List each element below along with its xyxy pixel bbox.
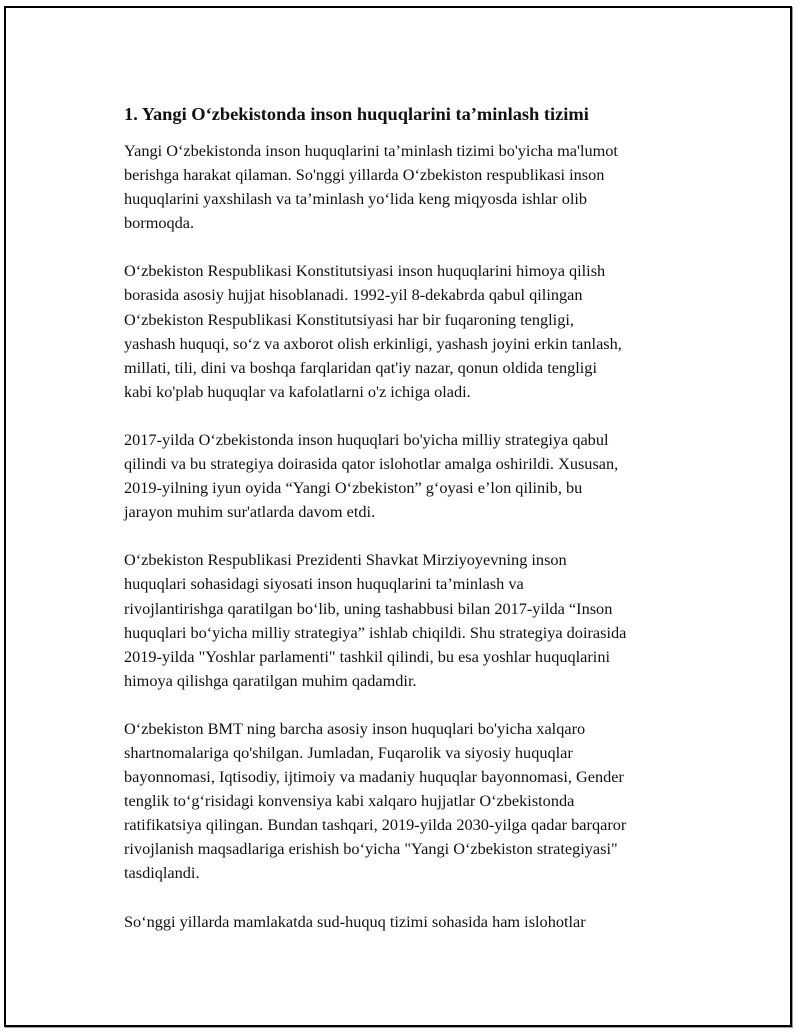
document-page [4, 6, 792, 1027]
paragraph-strategy-2017 [124, 428, 699, 524]
text-line: borasida asosiy hujjat hisoblanadi. 1992-yil 8-dekabrda qabul qilingan [124, 285, 583, 305]
text-line: So‘nggi yillarda mamlakatda sud-huquq tizimi sohasida ham islohotlar [124, 911, 586, 931]
paragraph-president-policy [124, 548, 699, 693]
text-line: jarayon muhim sur'atlarda davom etdi. [124, 502, 376, 522]
paragraph-judicial-reform [124, 910, 699, 934]
text-line: huquqlari sohasidagi siyosati inson huquqlarini ta’minlash va [124, 574, 524, 594]
paragraph-constitution [124, 259, 699, 404]
text-line: kabi ko'plab huquqlar va kafolatlarni o'z ichiga oladi. [124, 381, 471, 401]
text-line: O‘zbekiston BMT ning barcha asosiy inson huquqlari bo'yicha xalqaro [124, 718, 586, 738]
text-line: huquqlari bo‘yicha milliy strategiya” ishlab chiqildi. Shu strategiya doirasida [124, 622, 627, 642]
section-heading: 1. Yangi O‘zbekistonda inson huquqlarini ta’minlash tizimi [124, 104, 589, 124]
text-line: 2017-yilda O‘zbekistonda inson huquqlari bo'yicha milliy strategiya qabul [124, 429, 609, 449]
text-line: bayonnomasi, Iqtisodiy, ijtimoiy va madaniy huquqlar bayonnomasi, Gender [124, 767, 624, 787]
text-line: berishga harakat qilaman. So'nggi yillarda O‘zbekiston respublikasi inson [124, 165, 605, 185]
text-line: O‘zbekiston Respublikasi Konstitutsiyasi har bir fuqaroning tengligi, [124, 309, 574, 329]
text-line: rivojlanish maqsadlariga erishish bo‘yicha "Yangi O‘zbekiston strategiyasi" [124, 839, 618, 859]
text-line: yashash huquqi, so‘z va axborot olish erkinligi, yashash joyini erkin tanlash, [124, 333, 622, 353]
text-line: O‘zbekiston Respublikasi Prezidenti Shavkat Mirziyoyevning inson [124, 550, 567, 570]
text-line: millati, tili, dini va boshqa farqlaridan qat'iy nazar, qonun oldida tengligi [124, 357, 597, 377]
text-line: tenglik to‘g‘risidagi konvensiya kabi xalqaro hujjatlar O‘zbekistonda [124, 791, 575, 811]
text-line: ratifikatsiya qilingan. Bundan tashqari, 2019-yilda 2030-yilga qadar barqaror [124, 815, 627, 835]
text-line: 2019-yilning iyun oyida “Yangi O‘zbekiston” g‘oyasi e’lon qilinib, bu [124, 478, 583, 498]
text-line: bormoqda. [124, 213, 195, 233]
document-body [124, 101, 699, 958]
text-line: huquqlarini yaxshilash va ta’minlash yo‘lida keng miqyosda ishlar olib [124, 189, 588, 209]
text-line: shartnomalariga qo'shilgan. Jumladan, Fuqarolik va siyosiy huquqlar [124, 742, 573, 762]
text-line: tasdiqlandi. [124, 863, 200, 883]
text-line: himoya qilishga qaratilgan muhim qadamdir. [124, 670, 417, 690]
paragraph-intro [124, 139, 699, 235]
text-line: qilindi va bu strategiya doirasida qator islohotlar amalga oshirildi. Xususan, [124, 454, 619, 474]
text-line: Yangi O‘zbekistonda inson huquqlarini ta’minlash tizimi bo'yicha ma'lumot [124, 141, 618, 160]
text-line: rivojlantirishga qaratilgan bo‘lib, uning tashabbusi bilan 2017-yilda “Inson [124, 598, 613, 618]
paragraph-international-treaties [124, 717, 699, 886]
text-line: 2019-yilda "Yoshlar parlamenti" tashkil qilindi, bu esa yoshlar huquqlarini [124, 646, 610, 666]
text-line: O‘zbekiston Respublikasi Konstitutsiyasi inson huquqlarini himoya qilish [124, 261, 606, 281]
